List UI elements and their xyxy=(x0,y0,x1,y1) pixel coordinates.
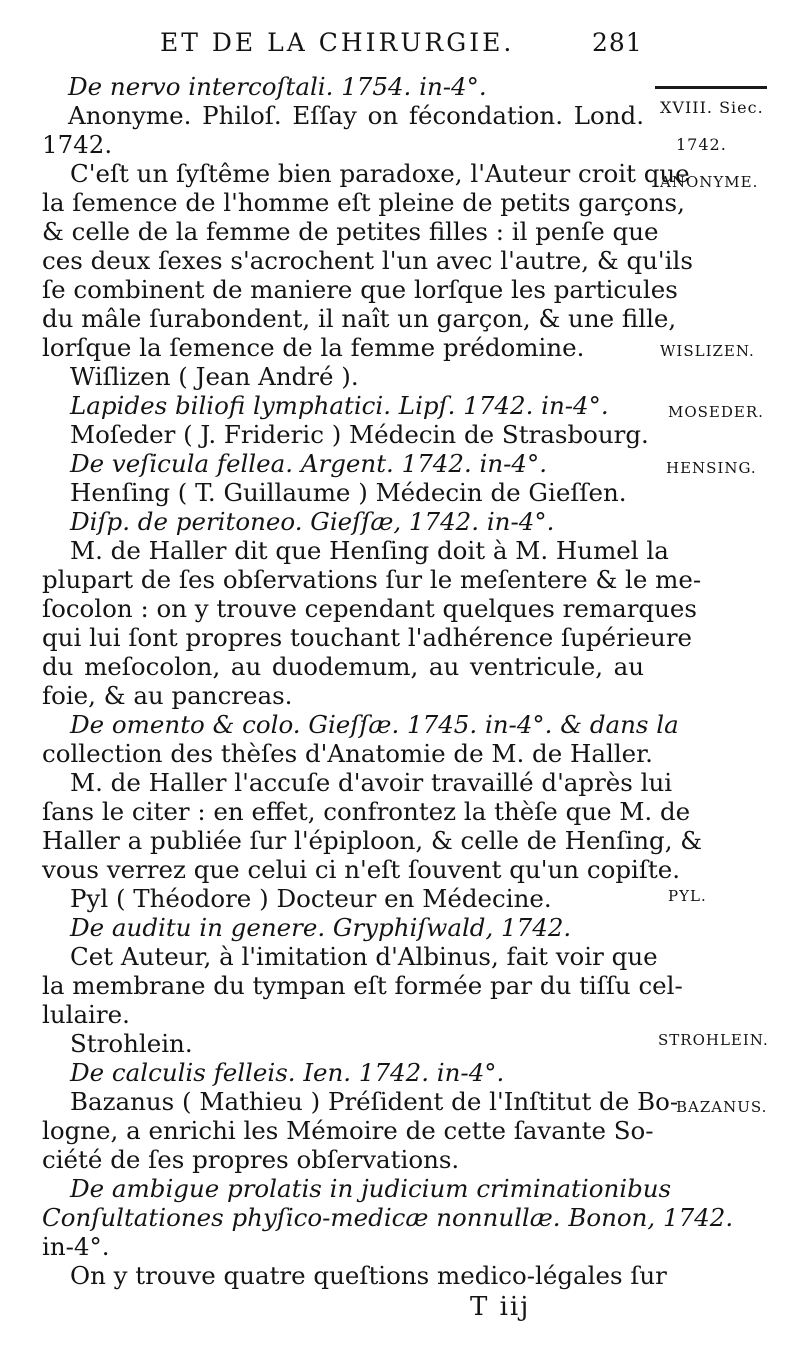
text-line: ſocolon : on y trouve cependant quelques remarques xyxy=(42,594,697,623)
text-line: De auditu in genere. Gryphiſwald, 1742. xyxy=(70,913,572,942)
text-line: ces deux ſexes s'acrochent l'un avec l'autre, & qu'ils xyxy=(42,246,693,275)
text-line: M. de Haller dit que Henſing doit à M. Humel la xyxy=(70,536,669,565)
margin-century: XVIII. Siec. xyxy=(660,98,764,117)
text-line: Conſultationes phyſico-medicæ nonnullæ. Bonon, 1742. xyxy=(42,1203,734,1232)
text-line: Bazanus ( Mathieu ) Préſident de l'Inſtitut de Bo- xyxy=(70,1087,679,1116)
text-line: 1742. xyxy=(42,130,113,159)
margin-note-pyl: PYL. xyxy=(668,887,707,905)
text-line: la ſemence de l'homme eſt pleine de petits garçons, xyxy=(42,188,685,217)
margin-note-moseder: MOSEDER. xyxy=(668,403,764,421)
text-line: in-4°. xyxy=(42,1232,110,1261)
text-line: Anonyme. Philoſ. Eſſay on fécondation. Lond. xyxy=(68,101,644,130)
text-line: lulaire. xyxy=(42,1000,130,1029)
running-title: ET DE LA CHIRURGIE. xyxy=(160,28,515,57)
text-line: plupart de ſes obſervations ſur le meſentere & le me- xyxy=(42,565,702,594)
text-line: M. de Haller l'accuſe d'avoir travaillé d'après lui xyxy=(70,768,673,797)
margin-year: 1742. xyxy=(676,135,727,154)
text-line: ſans le citer : en effet, confrontez la thèſe que M. de xyxy=(42,797,691,826)
text-line: qui lui ſont propres touchant l'adhérence ſupérieure xyxy=(42,623,693,652)
text-line: Henſing ( T. Guillaume ) Médecin de Gieſſen. xyxy=(70,478,627,507)
text-line: On y trouve quatre queſtions medico-légales ſur xyxy=(70,1261,667,1290)
text-line: du meſocolon, au duodemum, au ventricule, au xyxy=(42,652,644,681)
text-line: logne, a enrichi les Mémoire de cette ſavante So- xyxy=(42,1116,654,1145)
text-line: C'eſt un ſyſtême bien paradoxe, l'Auteur croit que xyxy=(70,159,690,188)
text-line: vous verrez que celui ci n'eſt ſouvent qu'un copiſte. xyxy=(42,855,681,884)
text-line: De ambigue prolatis in judicium criminationibus xyxy=(70,1174,672,1203)
text-line: Strohlein. xyxy=(70,1029,193,1058)
page-number: 281 xyxy=(592,28,643,57)
text-line: De veſicula fellea. Argent. 1742. in-4°. xyxy=(70,449,548,478)
text-line: Pyl ( Théodore ) Docteur en Médecine. xyxy=(70,884,552,913)
text-line: foie, & au pancreas. xyxy=(42,681,293,710)
text-line: ſe combinent de maniere que lorſque les particules xyxy=(42,275,678,304)
text-line: De calculis felleis. Ien. 1742. in-4°. xyxy=(70,1058,505,1087)
text-line: collection des thèſes d'Anatomie de M. de Haller. xyxy=(42,739,653,768)
text-line: Diſp. de peritoneo. Gieſſæ, 1742. in-4°. xyxy=(70,507,555,536)
text-line: Haller a publiée ſur l'épiploon, & celle de Henſing, & xyxy=(42,826,703,855)
text-line: du mâle ſurabondent, il naît un garçon, & une fille, xyxy=(42,304,677,333)
text-line: la membrane du tympan eſt formée par du tiſſu cel- xyxy=(42,971,683,1000)
margin-rule xyxy=(655,86,767,89)
margin-note-strohlein: STROHLEIN. xyxy=(658,1031,769,1049)
text-line: Cet Auteur, à l'imitation d'Albinus, fait voir que xyxy=(70,942,658,971)
text-line: Lapides biliofi lymphatici. Lipſ. 1742. in-4°. xyxy=(70,391,609,420)
text-line: & celle de la femme de petites filles : il penſe que xyxy=(42,217,659,246)
text-line: Wiſlizen ( Jean André ). xyxy=(70,362,359,391)
text-line: lorſque la ſemence de la femme prédomine. xyxy=(42,333,585,362)
signature-mark: T iij xyxy=(470,1292,531,1322)
margin-note-wislizen: WISLIZEN. xyxy=(660,342,755,360)
margin-note-bazanus: BAZANUS. xyxy=(676,1098,768,1116)
text-line: ciété de ſes propres obſervations. xyxy=(42,1145,460,1174)
text-line: De nervo intercoſtali. 1754. in-4°. xyxy=(68,72,487,101)
text-line: De omento & colo. Gieſſæ. 1745. in-4°. & dans la xyxy=(70,710,679,739)
text-line: Moſeder ( J. Frideric ) Médecin de Strasbourg. xyxy=(70,420,649,449)
margin-note-hensing: HENSING. xyxy=(666,459,757,477)
margin-note-anonyme: ANONYME. xyxy=(660,173,759,191)
